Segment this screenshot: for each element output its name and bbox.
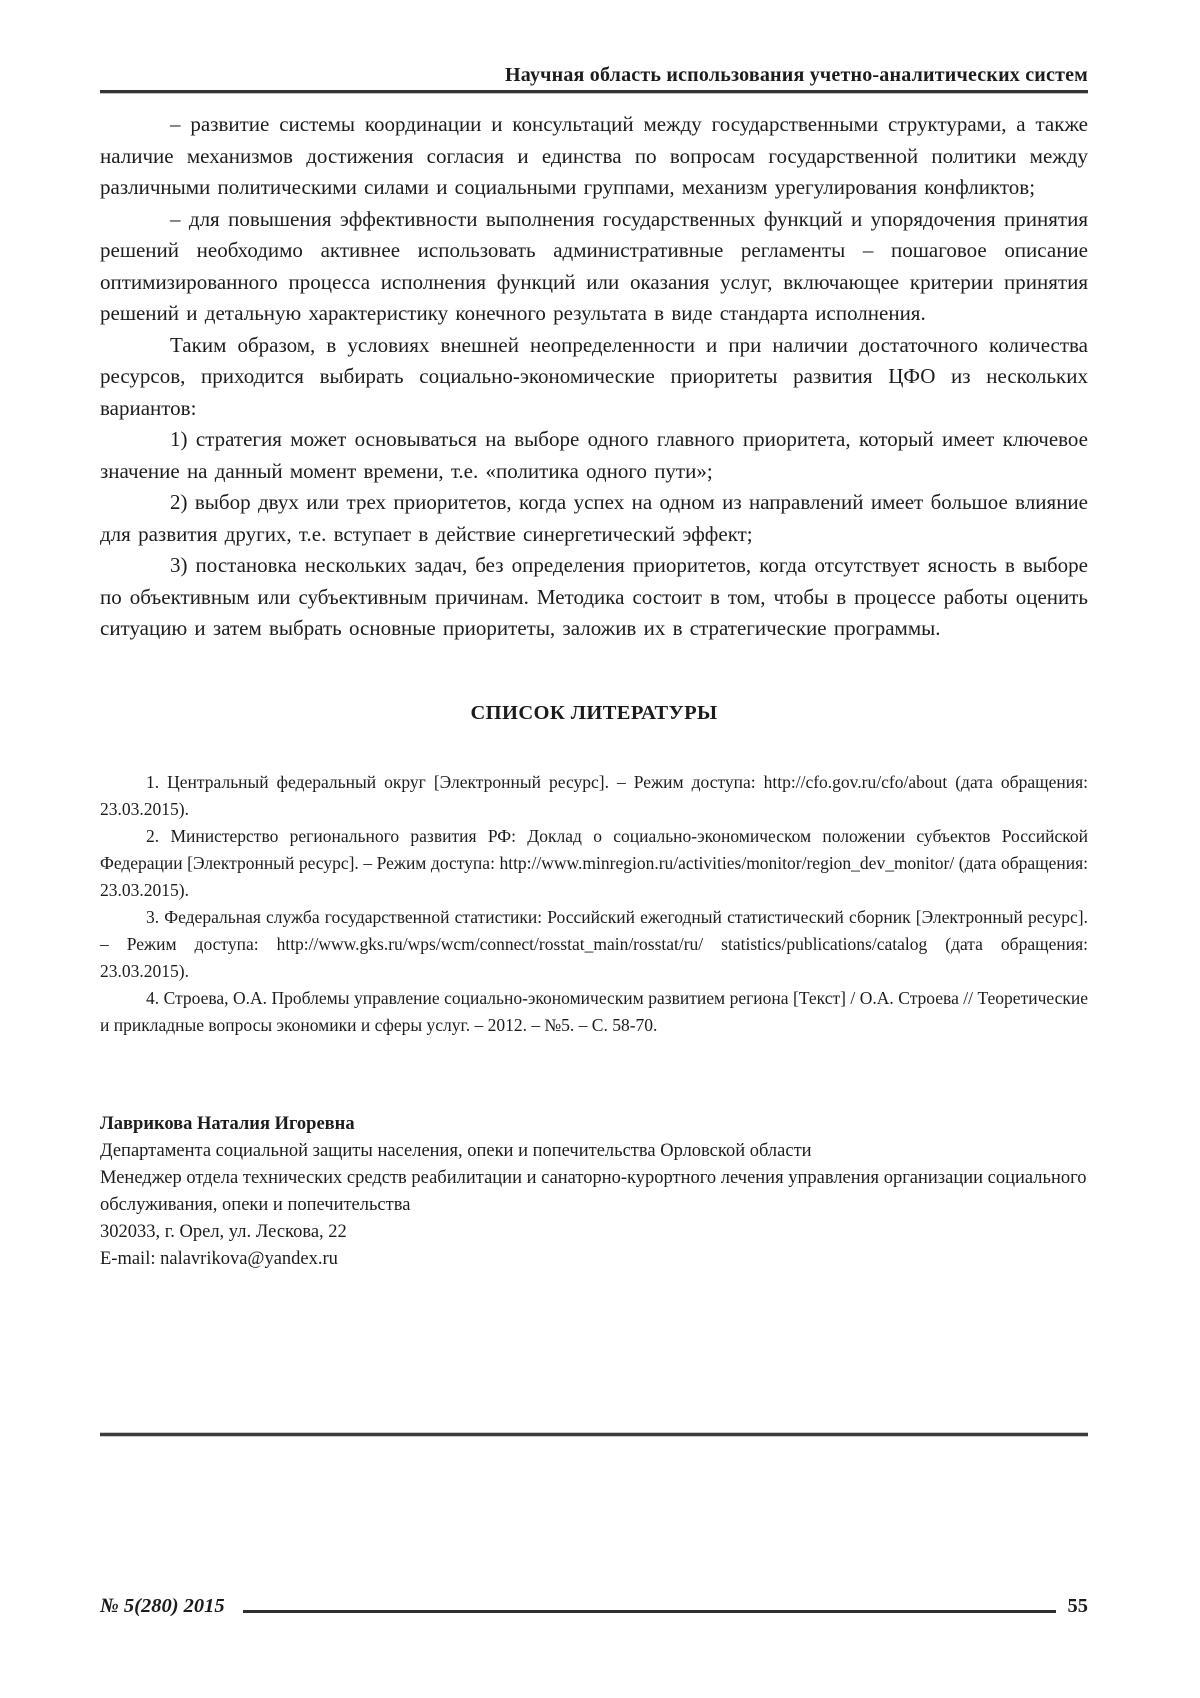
article-body: [100, 109, 1088, 645]
body-list-item-1: 1) стратегия может основываться на выборе одного главного приоритета, который имеет ключевое значение на данный момент времени, т.е. «политика одного пути»;: [100, 427, 1088, 483]
body-paragraph-1: – развитие системы координации и консультаций между государственными структурами, а также наличие механизмов достижения согласия и единства по вопросам государственной политики между различными политическими силами и социальными группами, механизм урегулирования конфликтов;: [100, 112, 1088, 199]
reference-item-1: 1. Центральный федеральный округ [Электронный ресурс]. – Режим доступа: http://cfo.gov.ru/cfo/about (дата обращения: 23.03.2015).: [100, 771, 1088, 819]
author-info-block: [100, 1111, 1088, 1273]
running-header: [100, 62, 1088, 93]
reference-item-4: 4. Строева, О.А. Проблемы управление социально-экономическим развитием региона [Текст] / О.А. Строева // Теоретические и прикладные вопросы экономики и сферы услуг. – 2012. – №5. – С. 58-70.: [100, 987, 1088, 1035]
author-position: Менеджер отдела технических средств реабилитации и санаторно-курортного лечения управления организации социального обслуживания, опеки и попечительства: [100, 1167, 1087, 1215]
page-number: 55: [1067, 1595, 1088, 1617]
body-list-item-2: 2) выбор двух или трех приоритетов, когда успех на одном из направлений имеет большое влияние для развития других, т.е. вступает в действие синергетический эффект;: [100, 490, 1088, 546]
author-email: E-mail: nalavrikova@yandex.ru: [100, 1248, 338, 1269]
body-paragraph-3: Таким образом, в условиях внешней неопределенности и при наличии достаточного количества ресурсов, приходится выбирать социально-экономические приоритеты развития ЦФО из нескольких вариантов:: [100, 332, 1088, 420]
reference-item-2: 2. Министерство регионального развития РФ: Доклад о социально-экономическом положении субъектов Российской Федерации [Электронный ресурс]. – Режим доступа: http://www.minregion.ru/activities/monitor/region_dev_monitor/ (дата обращения: 23.03.2015).: [100, 825, 1088, 900]
footer-rule: [243, 1610, 1056, 1613]
body-paragraph-2: – для повышения эффективности выполнения государственных функций и упорядочения принятия решений необходимо активнее использовать административные регламенты – пошаговое описание оптимизированного процесса исполнения функций или оказания услуг, включающее критерии принятия решений и детальную характеристику конечного результата в виде стандарта исполнения.: [100, 206, 1088, 325]
author-affiliation: Департамента социальной защиты населения, опеки и попечительства Орловской области: [100, 1140, 812, 1161]
author-address: 302033, г. Орел, ул. Лескова, 22: [100, 1221, 347, 1242]
body-list-item-3: 3) постановка нескольких задач, без определения приоритетов, когда отсутствует ясность в выборе по объективным или субъективным причинам. Методика состоит в том, чтобы в процессе работы оценить ситуацию и затем выбрать основные приоритеты, заложив их в стратегические программы.: [100, 553, 1088, 640]
page-footer: [100, 1593, 1088, 1619]
author-name: Лаврикова Наталия Игоревна: [100, 1113, 355, 1134]
running-title: Научная область использования учетно-аналитических систем: [505, 64, 1088, 86]
references-heading: СПИСОК ЛИТЕРАТУРЫ: [470, 701, 718, 724]
reference-item-3: 3. Федеральная служба государственной статистики: Российский ежегодный статистический сборник [Электронный ресурс]. – Режим доступа: http://www.gks.ru/wps/wcm/connect/rosstat_main/rosstat/ru/ statistics/publications/catalog (дата обращения: 23.03.2015).: [100, 906, 1088, 981]
references-section: [100, 701, 1088, 1039]
journal-issue-label: № 5(280) 2015: [100, 1595, 225, 1617]
section-divider-rule: [100, 1433, 1088, 1436]
